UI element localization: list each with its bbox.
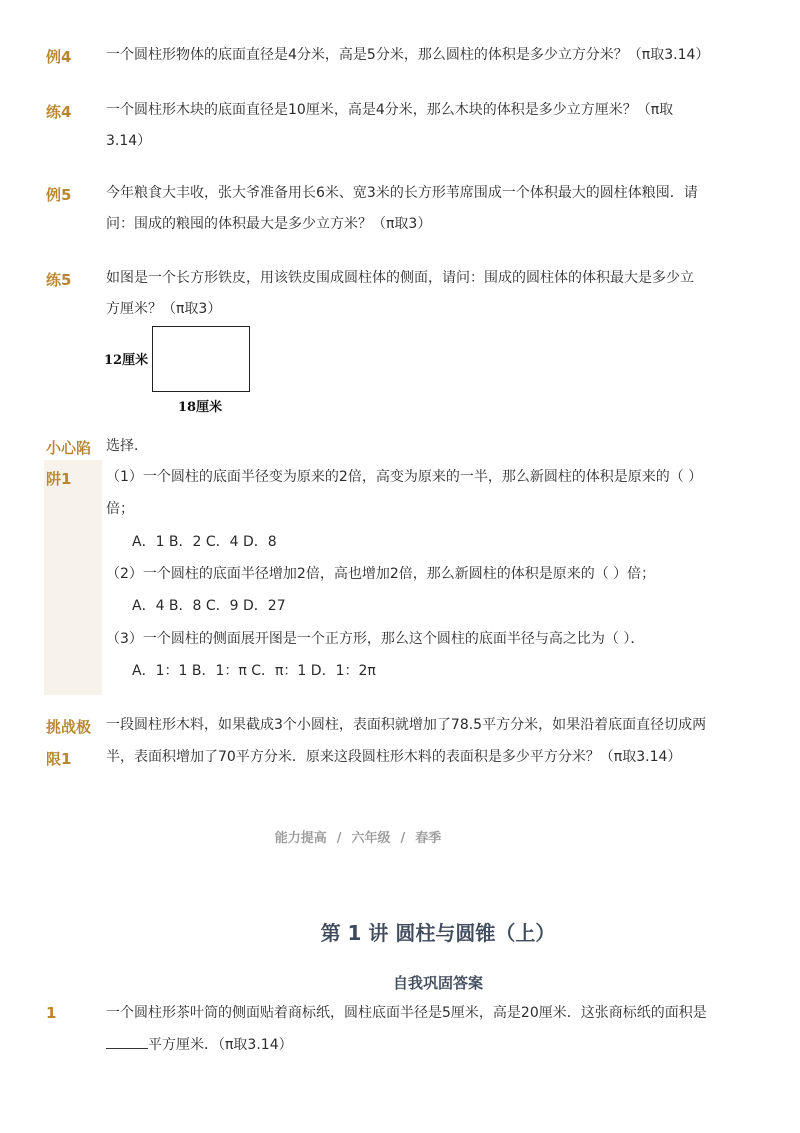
problem-text-pr4-line1: 一个圆柱形木块的底面直径是10厘米，高是4分米，那么木块的体积是多少立方厘米？（π取 <box>106 102 674 118</box>
trap-q2: （2）一个圆柱的底面半径增加2倍，高也增加2倍，那么新圆柱的体积是原来的（ ）倍； <box>106 566 656 582</box>
footer-part3: 春季 <box>415 831 442 846</box>
footer-sep-1: / <box>336 831 342 846</box>
trap-q1-line2: 倍； <box>106 501 134 517</box>
footer-part1: 能力提高 <box>274 831 327 846</box>
trap-q1-options: A．1 B．2 C．4 D．8 <box>132 534 277 550</box>
page-footer <box>0 827 716 846</box>
footer-sep-2: / <box>400 831 406 846</box>
trap-q3: （3）一个圆柱的侧面展开图是一个正方形，那么这个圆柱的底面半径与高之比为（ ）． <box>106 631 645 647</box>
trap-q1-line1: （1）一个圆柱的底面半径变为原来的2倍，高变为原来的一半，那么新圆柱的体积是原来的（ ） <box>106 469 703 485</box>
rectangle-figure <box>152 326 250 392</box>
challenge-text-line2: 半，表面积增加了70平方分米．原来这段圆柱形木料的表面积是多少平方分米？（π取3.14） <box>106 749 682 765</box>
trap-intro: 选择． <box>106 438 148 454</box>
problem-tag-pr4: 练4 <box>46 103 72 121</box>
trap-q2-options: A．4 B．8 C．9 D．27 <box>132 598 286 614</box>
trap-tag-line2: 阱1 <box>46 470 72 488</box>
answers-title: 自我巩固答案 <box>392 974 483 992</box>
challenge-text-line1: 一段圆柱形木料，如果截成3个小圆柱，表面积就增加了78.5平方分米，如果沿着底面直径切成两 <box>106 717 707 733</box>
answer1-line2 <box>106 1030 718 1061</box>
trap-tag-line1: 小心陷 <box>46 439 92 457</box>
problem-text-ex5-line2: 问：围成的粮囤的体积最大是多少立方米？（π取3） <box>106 216 432 232</box>
figure-height-label: 12厘米 <box>104 353 149 368</box>
trap-q3-options: A．1：1 B．1：π C．π：1 D．1：2π <box>132 663 376 679</box>
figure-width-label: 18厘米 <box>178 400 223 415</box>
problem-text-pr5-line2: 方厘米？（π取3） <box>106 301 222 317</box>
problem-text-ex4: 一个圆柱形物体的底面直径是4分米，高是5分米，那么圆柱的体积是多少立方分米？（π取3.14） <box>106 47 710 63</box>
problem-text-pr4-line2: 3.14） <box>106 133 152 149</box>
problem-tag-pr5: 练5 <box>46 271 72 289</box>
problem-tag-ex5: 例5 <box>46 186 72 204</box>
problem-text-ex5-line1: 今年粮食大丰收，张大爷准备用长6米、宽3米的长方形苇席围成一个体积最大的圆柱体粮囤．请 <box>106 185 698 201</box>
footer-part2: 六年级 <box>351 831 391 846</box>
answer1-line2-suffix: 平方厘米．（π取3.14） <box>148 1037 293 1053</box>
problem-text-pr5-line1: 如图是一个长方形铁皮，用该铁皮围成圆柱体的侧面，请问：围成的圆柱体的体积最大是多少立 <box>106 270 694 286</box>
answer1-line1: 一个圆柱形茶叶筒的侧面贴着商标纸，圆柱底面半径是5厘米，高是20厘米．这张商标纸的面积是 <box>106 1005 707 1021</box>
trap-side-shade <box>44 460 102 695</box>
challenge-tag-line2: 限1 <box>46 750 72 768</box>
answer-blank <box>106 1034 148 1049</box>
problem-tag-ex4: 例4 <box>46 48 72 66</box>
answer-number-1: 1 <box>46 1004 57 1022</box>
challenge-tag-line1: 挑战极 <box>46 718 92 736</box>
lecture-title: 第 1 讲 圆柱与圆锥（上） <box>320 921 556 945</box>
